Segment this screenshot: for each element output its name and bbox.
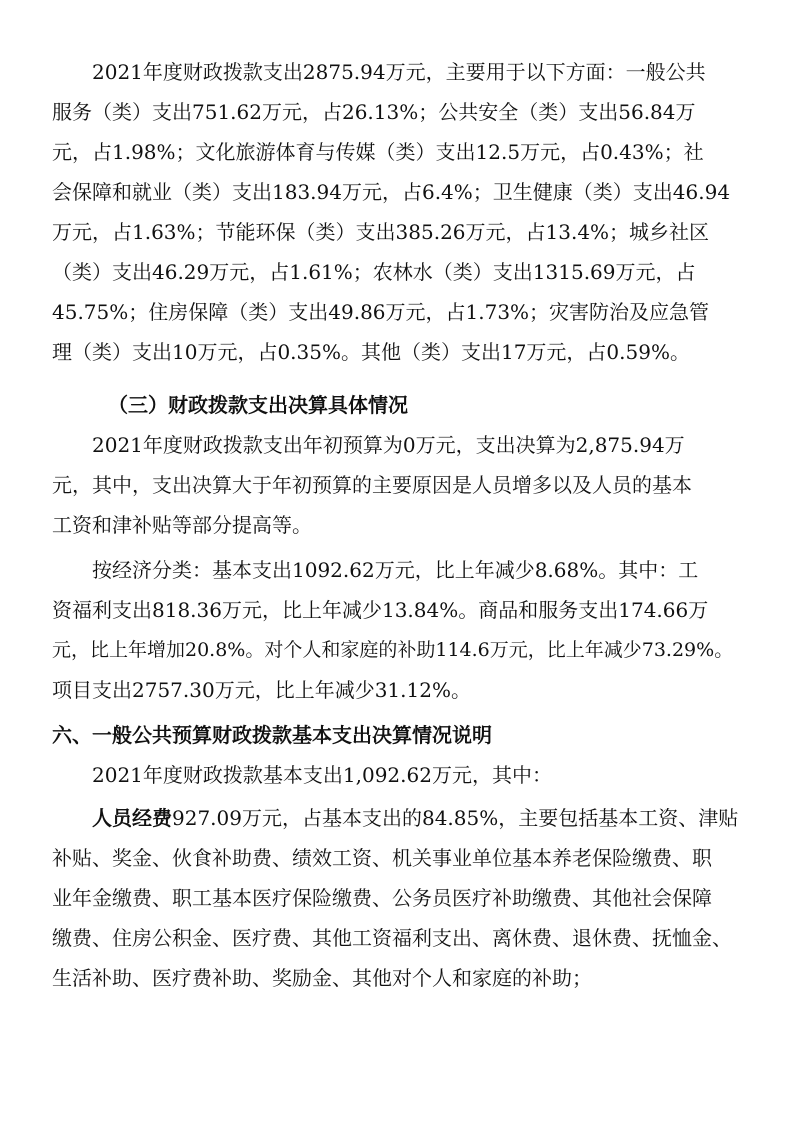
paragraph-personnel-expenses	[52, 798, 742, 998]
text-line: 缴费、住房公积金、医疗费、其他工资福利支出、离休费、退休费、抚恤金、	[52, 926, 732, 950]
heading-text: （三）财政拨款支出决算具体情况	[108, 393, 408, 417]
text-line: 理（类）支出10万元，占0.35%。其他（类）支出17万元，占0.59%。	[52, 340, 690, 364]
text-line: 元，比上年增加20.8%。对个人和家庭的补助114.6万元，比上年减少73.29%。	[52, 639, 734, 661]
text-line: 工资和津补贴等部分提高等。	[52, 513, 312, 537]
paragraph-budget-vs-actual	[52, 425, 742, 545]
heading-text: 六、一般公共预算财政拨款基本支出决算情况说明	[52, 723, 492, 747]
text-line: 服务（类）支出751.62万元，占26.13%；公共安全（类）支出56.84万	[52, 100, 696, 124]
text-line: 资福利支出818.36万元，比上年减少13.84%。商品和服务支出174.66万	[52, 598, 709, 622]
text-line: 2021年度财政拨款支出年初预算为0万元，支出决算为2,875.94万	[92, 433, 685, 457]
text-line: 元，占1.98%；文化旅游体育与传媒（类）支出12.5万元，占0.43%；社	[52, 140, 704, 164]
section-heading-6	[52, 715, 742, 755]
text-line: 会保障和就业（类）支出183.94万元，占6.4%；卫生健康（类）支出46.94	[52, 180, 731, 204]
text-line: 2021年度财政拨款基本支出1,092.62万元，其中：	[92, 763, 552, 787]
section-heading-3	[52, 385, 742, 425]
text-line: （类）支出46.29万元，占1.61%；农林水（类）支出1315.69万元，占	[52, 260, 696, 284]
text-line: 业年金缴费、职工基本医疗保险缴费、公务员医疗补助缴费、其他社会保障	[52, 886, 712, 910]
text-line: 补贴、奖金、伙食补助费、绩效工资、机关事业单位基本养老保险缴费、职	[52, 846, 712, 870]
text-line: 元，其中，支出决算大于年初预算的主要原因是人员增多以及人员的基本	[52, 473, 692, 497]
text-line: 生活补助、医疗费补助、奖励金、其他对个人和家庭的补助；	[52, 966, 592, 990]
paragraph-basic-expenditure	[52, 755, 742, 795]
paragraph-economic-classification	[52, 550, 742, 710]
text-line: 2021年度财政拨款支出2875.94万元，主要用于以下方面：一般公共	[92, 60, 706, 84]
text-line: 万元，占1.63%；节能环保（类）支出385.26万元，占13.4%；城乡社区	[52, 220, 710, 244]
text-line: 项目支出2757.30万元，比上年减少31.12%。	[52, 678, 471, 702]
text-line: 45.75%；住房保障（类）支出49.86万元，占1.73%；灾害防治及应急管	[52, 300, 710, 324]
paragraph-expenditure-summary	[52, 52, 742, 372]
personnel-expenses-label: 人员经费	[92, 806, 172, 830]
text-line: 按经济分类：基本支出1092.62万元，比上年减少8.68%。其中：工	[92, 558, 699, 582]
personnel-expenses-text: 927.09万元，占基本支出的84.85%，主要包括基本工资、津贴	[172, 806, 739, 830]
text-line	[52, 798, 742, 838]
